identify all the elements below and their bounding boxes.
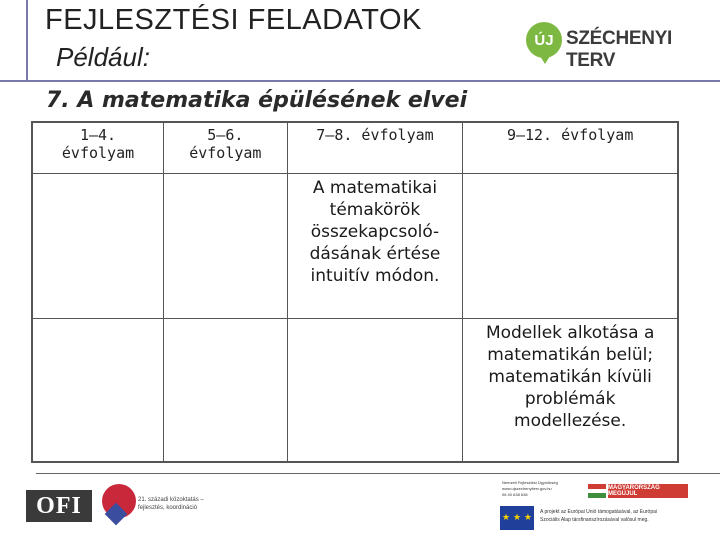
footer-divider: [36, 473, 720, 474]
szechenyi-logo-text: SZÉCHENYI TERV: [566, 28, 673, 71]
uj-szechenyi-logo-icon: ÚJ: [526, 22, 562, 58]
development-table: [31, 121, 679, 463]
table-cell: [164, 174, 288, 319]
column-header-9-12: 9–12. évfolyam: [463, 122, 678, 174]
page-title: FEJLESZTÉSI FELADATOK: [45, 4, 422, 36]
contact-info: Nemzeti Fejlesztési Ügynökség www.ujszechenyiterv.gov.hu 06 40 638 638: [502, 480, 558, 497]
ofi-logo: OFI: [26, 490, 92, 522]
column-header-5-6: 5–6. évfolyam: [164, 122, 288, 174]
table-cell: [32, 174, 164, 319]
header-left-bar: [26, 0, 28, 82]
table-cell-9-12-text: Modellek alkotása a matematikán belül; matematikán kívüli problémák modellezése.: [463, 319, 678, 463]
page-subtitle: Például:: [56, 42, 150, 72]
table-cell: [287, 319, 463, 463]
table-row: [32, 319, 678, 463]
header-divider: [0, 80, 720, 82]
column-header-1-4: 1–4. évfolyam: [32, 122, 164, 174]
column-header-7-8: 7–8. évfolyam: [287, 122, 463, 174]
table-cell: [32, 319, 164, 463]
table-row: [32, 174, 678, 319]
eu-caption: A projekt az Európai Unió támogatásával, az Európai Szociális Alap társfinanszírozásával valósul meg.: [540, 509, 658, 523]
section-title: 7. A matematika épülésének elvei: [46, 88, 468, 113]
hungarian-flag-icon: [588, 484, 606, 498]
table-cell-7-8-text: A matematikai témakörök összekapcsoló- dásának értése intuitív módon.: [287, 174, 463, 319]
table-cell: [164, 319, 288, 463]
ofi-caption: 21. századi közoktatás – fejlesztés, koordináció: [138, 497, 204, 511]
eu-flag-icon: ★ ★ ★: [500, 506, 534, 530]
magyarorszag-megujul-banner: MAGYARORSZÁG MEGÚJUL: [608, 484, 688, 498]
table-cell: [463, 174, 678, 319]
table-header-row: [32, 122, 678, 174]
